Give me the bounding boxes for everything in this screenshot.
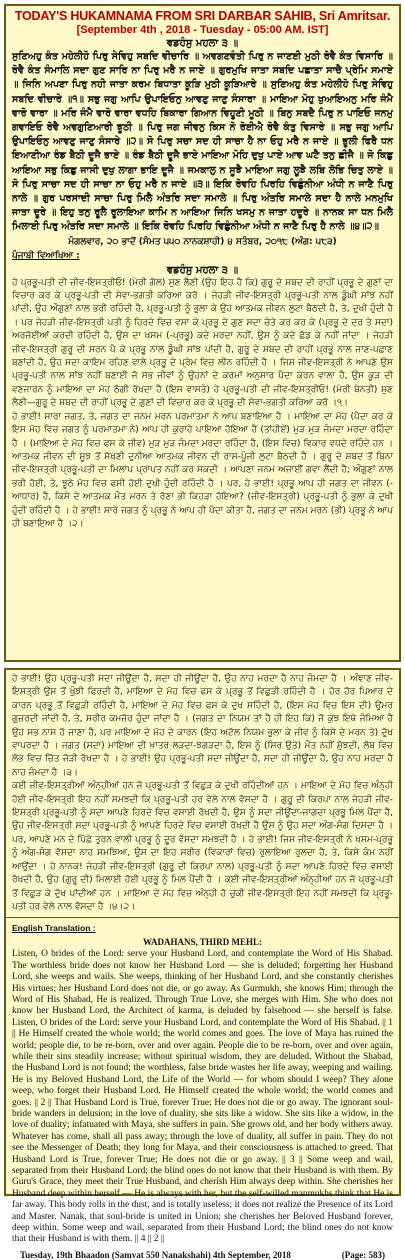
header-date: [September 4th , 2018 - Tuesday - 05:00 AM. IST] (76, 24, 329, 36)
gurmukhi-date: ਮੰਗਲਵਾਰ, ੨੦ ਭਾਦੋਂ (ਸੰਮਤ ੫੫੦ ਨਾਨਕਸ਼ਾਹੀ) ੪ ਸਤੰਬਰ, ੨੦੧੮ (ਅੰਗ: ੫੮੩) (68, 236, 337, 247)
punjabi-heading: ਵਡਹੰਸੁ ਮਹਲਾ ੩ ॥ (166, 264, 239, 276)
footer-date: Tuesday, 19th Bhaadon (Samvat 550 Nanakshahi) 4th September, 2018 (20, 1249, 291, 1260)
punjabi-paragraph-2: ਹੇ ਭਾਈ! ਸਾਰਾ ਜਗਤ, ਤੇ, ਜਗਤ ਦਾ ਜਨਮ ਮਰਨ ਪਰਮਾਤਮਾ ਨੇ ਆਪ ਬਣਾਇਆ ਹੈ । ਮਾਇਆ ਦਾ ਮੋਹ (ਪੈਦਾ ਕਰ ਕੇ ਇਸ ਮੋਹ ਵਿਚ ਜਗਤ ਨੂੰ ਪਰਮਾਤਮਾ ਨੇ) ਆਪ ਹੀ ਕੁਰਾਹੇ ਪਾਇਆ ਹੋਇਆ ਹੈ (ਤਾਂਹੀਏਂ) ਮੁੜ ਮੁੜ ਜੰਮਦਾ ਮਰਦਾ ਰਹਿੰਦਾ ਹੈ । (ਮਾਇਆ ਦੇ ਮੋਹ ਵਿਚ ਫਸ ਕੇ ਜੀਵ) ਮੁੜ ਮੁੜ ਜੰਮਦਾ ਮਰਦਾ ਰਹਿੰਦਾ ਹੈ, (ਇਸ ਵਿਚ) ਵਿਕਾਰ ਵਧਦੇ ਰਹਿੰਦੇ ਹਨ । ਆਤਮਕ ਜੀਵਨ ਦੀ ਸੂਝ ਤੋਂ ਸੱਖਣੀ ਦੁਨੀਆ ਆਤਮਕ ਜੀਵਨ ਦੀ ਰਾਸ-ਪੂੰਜੀ ਲੁਟਾ ਬੈਠਦੀ ਹੈ । ਗੁਰੂ ਦੇ ਸ਼ਬਦ ਤੋਂ ਬਿਨਾ ਜੀਵ-ਇਸਤ੍ਰੀ ਪ੍ਰਭੂ-ਪਤੀ ਦਾ ਮਿਲਾਪ ਪ੍ਰਾਪਤ ਨਹੀਂ ਕਰ ਸਕਦੀ । ਆਪਣਾ ਜਨਮ ਅਜਾਈਂ ਗਵਾ ਲੈਂਦੀ ਹੈ; ਔਗੁਣਾਂ ਨਾਲ ਭਰੀ ਹੋਈ, ਤੇ, ਝੂਠੇ ਮੋਹ ਵਿਚ ਫਸੀ ਹੋਈ ਦੁਖੀ ਹੁੰਦੀ ਰਹਿੰਦੀ ਹੈ । ਪਰ, ਹੇ ਭਾਈ! ਪ੍ਰਭੂ ਆਪ ਹੀ ਜਗਤ ਦਾ ਜੀਵਨ (-ਆਧਾਰ) ਹੈ, ਕਿਸੇ ਦੇ ਆਤਮਕ ਮੌਤ ਮਰਨ ਤੇ ਰੋਣਾ ਭੀ ਕਿਹੜਾ ਹੋਇਆ? (ਜੀਵ-ਇਸਤ੍ਰੀ) ਪ੍ਰਭੂ-ਪਤੀ ਨੂੰ ਭੁਲਾ ਕੇ ਦੁਖੀ ਹੁੰਦੀ ਰਹਿੰਦੀ ਹੈ । ਹੇ ਭਾਈ! ਸਾਰੇ ਜਗਤ ਨੂੰ ਪ੍ਰਭੂ ਨੇ ਆਪ ਹੀ ਪੈਦਾ ਕੀਤਾ ਹੈ, ਜਗਤ ਦਾ ਜਨਮ ਮਰਨ (ਭੀ) ਪ੍ਰਭੂ ਨੇ ਆਪ ਹੀ ਬਣਾਇਆ ਹੈ ।੨। (12, 411, 393, 529)
english-heading: WADAHANS, THIRD MEHL: (142, 937, 263, 948)
english-translation: Listen, O brides of the Lord: serve your Husband Lord, and contemplate the Word of His Shabad. The worthless bride does not know her Husband Lord — she is deluded; forgetting her Husband Lord, she weeps and wails. She weeps, thinking of her Husband Lord, and she constantly cherishes His virtues; her Husband Lord does not die, or go away. As Gurmukh, she knows Him; through the Word of His Shabad, He is realized. Through True Love, she merges with Him. She who does not know her Husband Lord, the Architect of karma, is deluded by falsehood — she herself is false. Listen, O brides of the Lord: serve your Husband Lord, and contemplate the Word of His Shabad. || 1 || He Himself created the whole world; the world comes and goes. The love of Maya has ruined the world; people die, to be re-born, over and over again. People die to be re-born, over and over again, while their sins steadily increase; without spiritual wisdom, they are deluded. Without the Shabad, the Husband Lord is not found; the worthless, false bride wastes her life away, weeping and wailing. He is my Beloved Husband Lord, the Life of the World — for whom should I weep? They alone weep, who forget their Husband Lord. He Himself created the whole world; the world comes and goes. || 2 || That Husband Lord is True, forever True; He does not die or go away. The ignorant soul-bride wanders in delusion; in the love of duality, she sits like a widow. She sits like a widow, in the love of duality; infatuated with Maya, she suffers in pain. She grows old, and her body withers away. Whatever has come, shall all pass away; through the love of duality, all suffer in pain. They do not see the Messenger of Death; they long for Maya, and their consciousness is attached to greed. That Husband Lord is True, forever True; He does not die or go away. || 3 || Some weep and wail, separated from their Husband Lord; the blind ones do not know that their Husband is with them. By Guru's Grace, they meet their True Husband, and cherish Him always deep within. She cherishes her Husband deep within herself — He is always with her, but the self-willed manmukhs think that He is far away. This body rolls in the dust, and is totally useless; it does not realize the Presence of its Lord and Master. Nanak, that soul-bride is united in Union; she cherishes her Beloved Husband forever, deep within. Some weep and wail, separated from their Husband Lord; the blind ones do not know that their Husband is with them. || 4 || 2 || (12, 949, 393, 1245)
section-divider (6, 917, 399, 918)
punjabi-paragraph-3: ਹੇ ਭਾਈ! ਉਹ ਪ੍ਰਭੂ-ਪਤੀ ਸਦਾ ਜੀਊਂਦਾ ਹੈ, ਸਦਾ ਹੀ ਜੀਊਂਦਾ ਹੈ, ਉਹ ਨਾਹ ਮਰਦਾ ਹੈ ਨਾਹ ਜੰਮਦਾ ਹੈ । ਅੰਞਾਣ ਜੀਵ-ਇਸਤ੍ਰੀ ਉਸ ਤੋਂ ਖੁੰਝੀ ਫਿਰਦੀ ਹੈ, ਮਾਇਆ ਦੇ ਮੋਹ ਵਿਚ ਫਸ ਕੇ ਪ੍ਰਭੂ ਤੋਂ ਵਿਛੁੜੀ ਰਹਿੰਦੀ ਹੈ । ਹੋਰ ਹੋਰ ਪਿਆਰ ਦੇ ਕਾਰਨ ਪ੍ਰਭੂ ਤੋਂ ਵਿਛੁੜੀ ਰਹਿੰਦੀ ਹੈ, ਮਾਇਆ ਦੇ ਮੋਹ ਵਿਚ ਫਸ ਕੇ ਦੁਖ ਸਹਿੰਦੀ ਹੈ, (ਇਸ ਮੋਹ ਵਿਚ ਇਸ ਦੀ) ਉਮਰ ਗੁਜ਼ਰਦੀ ਜਾਂਦੀ ਹੈ, ਤੇ, ਸਰੀਰ ਕਮਜ਼ੋਰ ਹੁੰਦਾ ਜਾਂਦਾ ਹੈ । (ਜਗਤ ਦਾ ਨਿਯਮ ਤਾਂ ਹੈ ਹੀ ਇਹ ਕਿ) ਜੋ ਕੁਝ ਇਥੇ ਜੰਮਿਆ ਹੈ ਉਹ ਸਭ ਨਾਸ ਹੋ ਜਾਣਾ ਹੈ, ਪਰ ਮਾਇਆ ਦੇ ਮੋਹ ਦੇ ਕਾਰਨ (ਇਹ ਅਟੱਲ ਨਿਯਮ ਭੁਲਾ ਕੇ ਜੀਵ ਨੂੰ ਕਿਸੇ ਦੇ ਮਰਨ ਤੇ) ਦੁੱਖ ਵਾਪਰਦਾ ਹੈ । ਜਗਤ (ਸਦਾ) ਮਾਇਆ ਦੀ ਖ਼ਾਤਰ ਲੜਦਾ-ਝਗੜਦਾ ਹੈ, ਇਸ ਨੂੰ (ਸਿਰ ਉਤੇ) ਮੌਤ ਨਹੀਂ ਸੁੱਝਦੀ, ਲੱਬ ਵਿਚ ਲੋਭ ਵਿਚ ਚਿੱਤ ਜੋੜੀ ਰੱਖਦਾ ਹੈ । ਹੇ ਭਾਈ! ਉਹ ਪ੍ਰਭੂ-ਪਤੀ ਸਦਾ ਜੀਊਂਦਾ ਹੈ, ਸਦਾ ਹੀ ਜੀਊਂਦਾ ਹੈ, ਉਹ ਨਾਹ ਮਰਦਾ ਹੈ ਨਾਹ ਜੰਮਦਾ ਹੈ ।੩। (12, 674, 393, 778)
punjabi-paragraph-4: ਕਈ ਜੀਵ-ਇਸਤ੍ਰੀਆਂ ਅੰਨ੍ਹੀਆਂ ਹਨ ਜੋ ਪ੍ਰਭੂ-ਪਤੀ ਤੋਂ ਵਿਛੁੜ ਕੇ ਦੁਖੀ ਰਹਿੰਦੀਆਂ ਹਨ । ਮਾਇਆ ਦੇ ਮੋਹ ਵਿਚ ਅੰਨ੍ਹੀ ਹੋਈ ਜੀਵ-ਇਸਤ੍ਰੀ ਇਹ ਨਹੀਂ ਸਮਝਦੀ ਕਿ ਪ੍ਰਭੂ-ਪਤੀ ਹਰ ਵੇਲੇ ਨਾਲ ਵੱਸਦਾ ਹੈ । ਗੁਰੂ ਦੀ ਕਿਰਪਾ ਨਾਲ ਜੇਹੜੀ ਜੀਵ-ਇਸਤ੍ਰੀ ਪ੍ਰਭੂ-ਪਤੀ ਨੂੰ ਸਦਾ ਆਪਣੇ ਹਿਰਦੇ ਵਿਚ ਵਸਾਈ ਰੱਖਦੀ ਹੈ, ਉਸ ਨੂੰ ਸਦਾ ਜੀਊਂਦਾ-ਜਾਗਦਾ ਪ੍ਰਭੂ ਮਿਲ ਪੈਂਦਾ ਹੈ, ਉਹ ਜੀਵ-ਇਸਤ੍ਰੀ ਸਦਾ ਪ੍ਰਭੂ-ਪਤੀ ਨੂੰ ਆਪਣੇ ਹਿਰਦੇ ਵਿਚ ਵਸਾਈ ਰੱਖਦੀ ਹੈ ਉਸ ਨੂੰ ਉਹ ਸਦਾ ਅੰਗ-ਸੰਗ ਦਿਸਦਾ ਹੈ । ਪਰ, ਆਪਣੇ ਮਨ ਦੇ ਪਿੱਛੇ ਤੁਰਨ ਵਾਲੀ ਪ੍ਰਭੂ ਨੂੰ ਦੂਰ ਵੱਸਦਾ ਸਮਝਦੀ ਹੈ । ਹੇ ਭਾਈ! ਜਿਸ ਜੀਵ-ਇਸਤ੍ਰੀ ਨੇ ਖਸਮ-ਪ੍ਰਭੂ ਨੂੰ ਅੰਗ-ਸੰਗ ਵੱਸਦਾ ਨਾਹ ਸਮਝਿਆ, ਉਸ ਦਾ ਇਹ ਸਰੀਰ (ਵਿਕਾਰਾਂ ਵਿਚ) ਰੁਲਾਇਆ ਰੁਲਦਾ ਹੈ, ਤੇ, ਕਿਸੇ ਕੰਮ ਨਹੀਂ ਆਉਂਦਾ । ਹੇ ਨਾਨਕ! ਜੇਹੜੀ ਜੀਵ-ਇਸਤ੍ਰੀ (ਗੁਰੂ ਦੀ ਕਿਰਪਾ ਨਾਲ) ਪ੍ਰਭੂ-ਪਤੀ ਨੂੰ ਸਦਾ ਆਪਣੇ ਹਿਰਦੇ ਵਿਚ ਵਸਾਈ ਰੱਖਦੀ ਹੈ, ਉਹ (ਗੁਰੂ ਦੀ) ਮਿਲਾਈ ਹੋਈ ਪ੍ਰਭੂ ਨੂੰ ਮਿਲ ਪੈਂਦੀ ਹੈ । ਕਈ ਜੀਵ-ਇਸਤ੍ਰੀਆਂ ਅੰਨ੍ਹੀਆਂ ਹਨ ਜੋ ਪ੍ਰਭੂ-ਪਤੀ ਤੋਂ ਵਿਛੁੜ ਕੇ ਦੁੱਖ ਪਾਂਦੀਆਂ ਹਨ । ਮਾਇਆ ਦੇ ਮੋਹ ਵਿਚ ਅੰਨ੍ਹੀ ਹੋ ਚੁਕੀ ਜੀਵ-ਇਸਤ੍ਰੀ ਇਹ ਨਹੀਂ ਸਮਝਦੀ ਕਿ ਪ੍ਰਭੂ-ਪਤੀ ਹਰ ਵੇਲੇ ਨਾਲ ਵੱਸਦਾ ਹੈ ।੪।੨। (12, 781, 393, 912)
punjabi-section-label: ਪੰਜਾਬੀ ਵਿਆਖਿਆ : (12, 250, 80, 261)
punjabi-paragraph-1: ਹੇ ਪ੍ਰਭੂ-ਪਤੀ ਦੀ ਜੀਵ-ਇਸਤ੍ਰੀਓ! (ਮੇਰੀ ਗੱਲ) ਸੁਣ ਲੈਣੀ (ਉਹ ਇਹ ਹੈ ਕਿ) ਗੁਰੂ ਦੇ ਸ਼ਬਦ ਦੀ ਰਾਹੀਂ ਪ੍ਰਭੂ ਦੇ ਗੁਣਾਂ ਦਾ ਵਿਚਾਰ ਕਰ ਕੇ ਪ੍ਰਭੂ-ਪਤੀ ਦੀ ਸੇਵਾ-ਭਗਤੀ ਕਰਿਆ ਕਰੋ । ਜੇਹੜੀ ਜੀਵ-ਇਸਤ੍ਰੀ ਪ੍ਰਭੂ-ਪਤੀ ਨਾਲ ਡੂੰਘੀ ਸਾਂਝ ਨਹੀਂ ਪਾਂਦੀ, ਉਹ ਔਗੁਣਾਂ ਨਾਲ ਭਰੀ ਰਹਿੰਦੀ ਹੈ, ਪ੍ਰਭੂ-ਪਤੀ ਨੂੰ ਭੁਲਾ ਕੇ ਉਹ ਆਤਮਕ ਜੀਵਨ ਲੁਟਾ ਬੈਠਦੀ ਹੈ, ਤੇ, ਦੁਖੀ ਹੁੰਦੀ ਹੈ । ਪਰ ਜੇਹੜੀ ਜੀਵ-ਇਸਤ੍ਰੀ ਪਤੀ ਨੂੰ ਹਿਰਦੇ ਵਿਚ ਵਸਾ ਕੇ ਪ੍ਰਭੂ ਦੇ ਗੁਣ ਸਦਾ ਚੇਤੇ ਕਰ ਕਰ ਕੇ (ਪ੍ਰਭੂ ਦੇ ਦਰ ਤੇ ਸਦਾ) ਅਰਜ਼ੋਈਆਂ ਕਰਦੀ ਰਹਿੰਦੀ ਹੈ, ਉਸ ਦਾ ਖਸਮ (-ਪ੍ਰਭੂ) ਕਦੇ ਮਰਦਾ ਨਹੀਂ, ਉਸ ਨੂੰ ਕਦੇ ਛੱਡ ਕੇ ਨਹੀਂ ਜਾਂਦਾ । ਜੇਹੜੀ ਜੀਵ-ਇਸਤ੍ਰੀ ਗੁਰੂ ਦੀ ਸਰਨ ਪੈ ਕੇ ਪ੍ਰਭੂ ਨਾਲ ਡੂੰਘੀ ਸਾਂਝ ਪਾਂਦੀ ਹੈ, ਗੁਰੂ ਦੇ ਸ਼ਬਦ ਦੀ ਰਾਹੀਂ ਪ੍ਰਭੂ ਨਾਲ ਜਾਣ-ਪਛਾਣ ਬਣਾਂਦੀ ਹੈ, ਉਹ ਸਦਾ ਕਾਇਮ ਰਹਿਣ ਵਾਲੇ ਪ੍ਰਭੂ ਦੇ ਪ੍ਰੇਮ ਵਿਚ ਲੀਨ ਰਹਿੰਦੀ ਹੈ । ਜਿਸ ਜੀਵ-ਇਸਤ੍ਰੀ ਨੇ ਆਪਣੇ ਉਸ ਪ੍ਰਭੂ-ਪਤੀ ਨਾਲ ਸਾਂਝ ਨਹੀਂ ਬਣਾਈ ਜੋ ਸਭ ਜੀਵਾਂ ਨੂੰ ਉਹਨਾਂ ਦੇ ਕਰਮਾਂ ਅਨੁਸਾਰ ਪੈਦਾ ਕਰਨ ਵਾਲਾ ਹੈ, ਉਸ ਕੂੜ ਦੀ ਵਣਜਾਰਨ ਨੂੰ ਮਾਇਆ ਦਾ ਮੋਹ ਠੱਗੀ ਰੱਖਦਾ ਹੈ (ਇਸ ਵਾਸਤੇ) ਹੇ ਪ੍ਰਭੂ-ਪਤੀ ਦੀ ਜੀਵ-ਇਸਤ੍ਰੀਓ! (ਮੇਰੀ ਬੇਨਤੀ) ਸੁਣ ਲੈਣੀ—ਗੁਰੂ ਦੇ ਸ਼ਬਦ ਦੀ ਰਾਹੀਂ ਪ੍ਰਭੂ ਦੇ ਗੁਣਾਂ ਦੀ ਵਿਚਾਰ ਕਰ ਕੇ ਪ੍ਰਭੂ ਦੀ ਸੇਵਾ-ਭਗਤੀ ਕਰਿਆ ਕਰੋ ।੧। (12, 277, 393, 409)
header (6, 9, 399, 36)
footer-page: (Page: 583) (341, 1249, 385, 1260)
gurbani-heading: ਵਡਹੰਸੁ ਮਹਲਾ ੩ ॥ (166, 38, 239, 49)
english-footer (6, 1246, 399, 1260)
hukamnama-panel-top (4, 4, 401, 662)
page-title: TODAY'S HUKAMNAMA FROM SRI DARBAR SAHIB, Sri Amritsar. (14, 9, 391, 23)
english-section-label: English Translation : (12, 923, 96, 934)
gurbani-text: ਸੁਣਿਅਹੁ ਕੰਤ ਮਹੇਲੀਹੋ ਪਿਰੁ ਸੇਵਿਹੁ ਸਬਦਿ ਵੀਚਾਰਿ ॥ ਅਵਗਣਵੰਤੀ ਪਿਰੁ ਨ ਜਾਣਈ ਮੁਠੀ ਰੋਵੈ ਕੰਤ ਵਿਸਾਰਿ ॥ ਰੋਵੈ ਕੰਤ ਸੰਮਾਲਿ ਸਦਾ ਗੁਣ ਸਾਰਿ ਨਾ ਪਿਰੁ ਮਰੈ ਨ ਜਾਏ ॥ ਗੁਰਮੁਖਿ ਜਾਤਾ ਸਬਦਿ ਪਛਾਤਾ ਸਾਚੈ ਪ੍ਰੇਮਿ ਸਮਾਏ ॥ ਜਿਨਿ ਅਪਣਾ ਪਿਰੁ ਨਹੀ ਜਾਤਾ ਕਰਮ ਬਿਧਾਤਾ ਕੂੜਿ ਮੁਠੀ ਕੂੜਿਆਰੇ ॥ ਸੁਣਿਅਹੁ ਕੰਤ ਮਹੇਲੀਹੋ ਪਿਰੁ ਸੇਵਿਹੁ ਸਬਦਿ ਵੀਚਾਰੇ ॥੧॥ ਸਭੁ ਜਗੁ ਆਪਿ ਉਪਾਇਓਨੁ ਆਵਣੁ ਜਾਣੁ ਸੰਸਾਰਾ ॥ ਮਾਇਆ ਮੋਹੁ ਖੁਆਇਅਨੁ ਮਰਿ ਜੰਮੈ ਵਾਰੋ ਵਾਰਾ ॥ ਮਰਿ ਜੰਮੈ ਵਾਰੋ ਵਾਰਾ ਵਧਹਿ ਬਿਕਾਰਾ ਗਿਆਨ ਵਿਹੂਣੀ ਮੂਠੀ ॥ ਬਿਨੁ ਸਬਦੈ ਪਿਰੁ ਨ ਪਾਇਓ ਜਨਮੁ ਗਵਾਇਓ ਰੋਵੈ ਅਵਗੁਣਿਆਰੀ ਝੂਠੀ ॥ ਪਿਰੁ ਜਗ ਜੀਵਨੁ ਕਿਸ ਨੋ ਰੋਈਐ ਰੋਵੈ ਕੰਤੁ ਵਿਸਾਰੇ ॥ ਸਭੁ ਜਗੁ ਆਪਿ ਉਪਾਇਓਨੁ ਆਵਣੁ ਜਾਣੁ ਸੰਸਾਰੇ ॥੨॥ ਸੋ ਪਿਰੁ ਸਚਾ ਸਦ ਹੀ ਸਾਚਾ ਹੈ ਨਾ ਓਹੁ ਮਰੈ ਨ ਜਾਏ ॥ ਭੂਲੀ ਫਿਰੈ ਧਨ ਇਆਣੀਆ ਰੰਡ ਬੈਠੀ ਦੂਜੈ ਭਾਏ ॥ ਰੰਡ ਬੈਠੀ ਦੂਜੈ ਭਾਏ ਮਾਇਆ ਮੋਹਿ ਦੁਖੁ ਪਾਏ ਆਵ ਘਟੈ ਤਨੁ ਛੀਜੈ ॥ ਜੋ ਕਿਛੁ ਆਇਆ ਸਭੁ ਕਿਛੁ ਜਾਸੀ ਦੁਖੁ ਲਾਗਾ ਭਾਇ ਦੂਜੈ ॥ ਜਮਕਾਲੁ ਨ ਸੂਝੈ ਮਾਇਆ ਜਗੁ ਲੂਝੈ ਲਬਿ ਲੋਭਿ ਚਿਤੁ ਲਾਏ ॥ ਸੋ ਪਿਰੁ ਸਾਚਾ ਸਦ ਹੀ ਸਾਚਾ ਨਾ ਓਹੁ ਮਰੈ ਨ ਜਾਏ ॥੩॥ ਇਕਿ ਰੋਵਹਿ ਪਿਰਹਿ ਵਿਛੁੰਨੀਆ ਅੰਧੀ ਨ ਜਾਣੈ ਪਿਰੁ ਨਾਲੇ ॥ ਗੁਰ ਪਰਸਾਦੀ ਸਾਚਾ ਪਿਰੁ ਮਿਲੈ ਅੰਤਰਿ ਸਦਾ ਸਮਾਲੇ ॥ ਪਿਰੁ ਅੰਤਰਿ ਸਮਾਲੇ ਸਦਾ ਹੈ ਨਾਲੇ ਮਨਮੁਖਿ ਜਾਤਾ ਦੂਰੇ ॥ ਇਹੁ ਤਨੁ ਰੂਲੈ ਰੂਲਾਇਆ ਕਾਮਿ ਨ ਆਇਆ ਜਿਨਿ ਖਸਮੁ ਨ ਜਾਤਾ ਹਦੂਰੇ ॥ ਨਾਨਕ ਸਾ ਧਨ ਮਿਲੈ ਮਿਲਾਈ ਪਿਰੁ ਅੰਤਰਿ ਸਦਾ ਸਮਾਲੇ ॥ ਇਕਿ ਰੋਵਹਿ ਪਿਰਹਿ ਵਿਛੁੰਨੀਆ ਅੰਧੀ ਨ ਜਾਣੈ ਪਿਰੁ ਹੈ ਨਾਲੇ ॥੪॥੨॥ (12, 51, 393, 233)
hukamnama-panel-bottom (4, 668, 401, 1260)
